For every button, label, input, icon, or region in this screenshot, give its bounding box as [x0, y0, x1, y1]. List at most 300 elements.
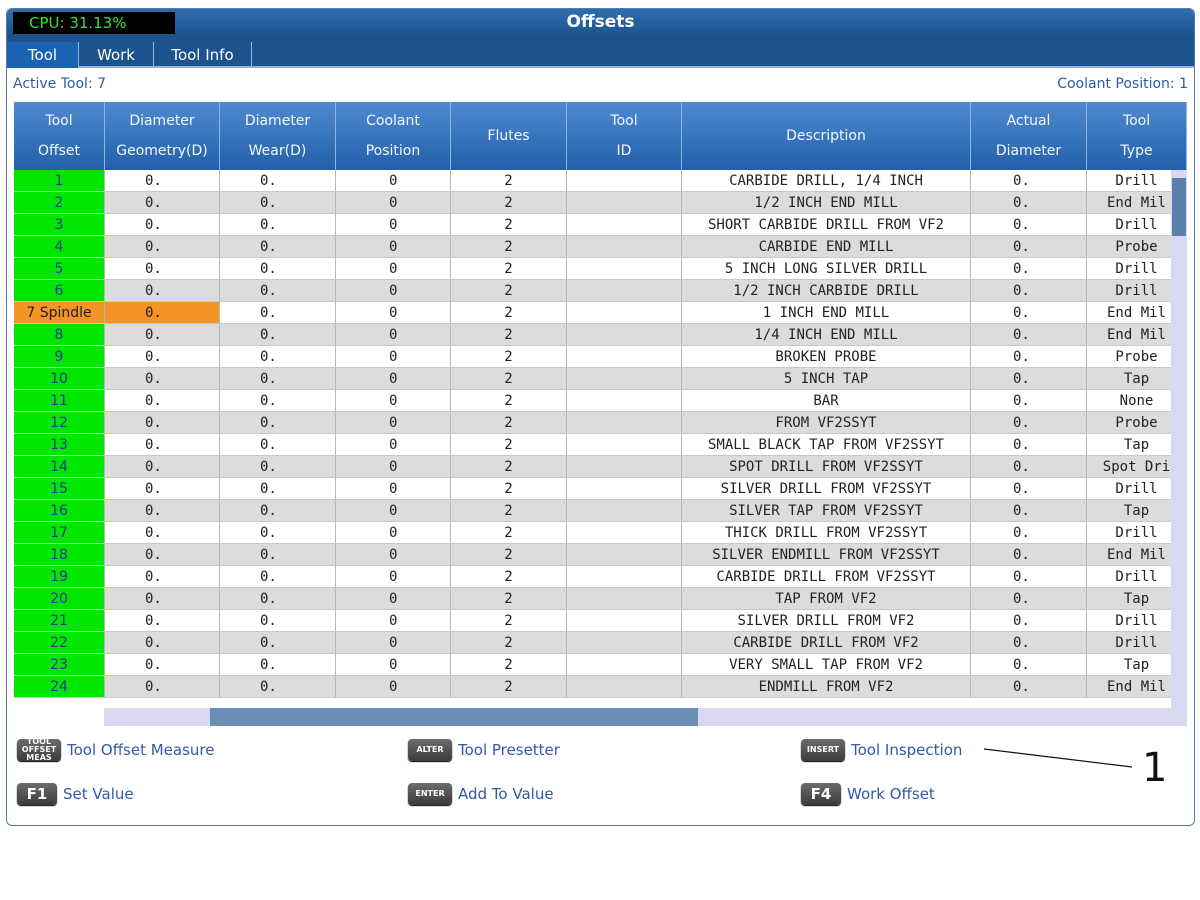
table-cell[interactable]: 2 [451, 170, 567, 192]
table-cell[interactable]: 0 [336, 302, 451, 324]
horizontal-scrollbar-thumb[interactable] [210, 708, 698, 726]
tool-offset-cell[interactable]: 3 [14, 214, 105, 236]
table-cell[interactable]: 0 [336, 676, 451, 698]
table-cell[interactable]: 0 [336, 412, 451, 434]
table-cell[interactable] [567, 258, 682, 280]
table-cell[interactable]: 0. [105, 192, 220, 214]
info-bar [7, 68, 1194, 100]
table-cell[interactable]: End Mil [1087, 302, 1171, 324]
table-cell[interactable]: 0. [971, 456, 1087, 478]
column-header [1087, 102, 1187, 170]
table-row[interactable] [14, 544, 1171, 566]
column-header [567, 102, 682, 170]
table-cell[interactable]: 0. [971, 610, 1087, 632]
table-cell[interactable]: 1 INCH END MILL [682, 302, 971, 324]
table-cell[interactable]: 0 [336, 456, 451, 478]
table-cell[interactable]: 0. [971, 324, 1087, 346]
tool-inspection-label: Tool Inspection [851, 741, 963, 759]
tool-presetter-action[interactable] [408, 739, 560, 761]
enter-key[interactable]: ENTER [408, 783, 452, 805]
table-row[interactable] [14, 500, 1171, 522]
table-cell[interactable]: End Mil [1087, 192, 1171, 214]
table-cell[interactable]: 1/2 INCH END MILL [682, 192, 971, 214]
table-cell[interactable]: 0. [220, 390, 336, 412]
table-cell[interactable] [567, 390, 682, 412]
callout-leader-line [984, 748, 1134, 768]
table-cell[interactable]: BROKEN PROBE [682, 346, 971, 368]
table-row[interactable] [14, 434, 1171, 456]
table-cell[interactable]: 2 [451, 478, 567, 500]
alter-key[interactable]: ALTER [408, 739, 452, 761]
table-cell[interactable]: 0. [105, 258, 220, 280]
column-header [105, 102, 220, 170]
table-cell[interactable] [567, 368, 682, 390]
table-cell[interactable] [567, 236, 682, 258]
table-cell[interactable]: 0 [336, 522, 451, 544]
table-cell[interactable]: 0. [971, 192, 1087, 214]
table-cell[interactable]: 0. [220, 654, 336, 676]
table-cell[interactable]: Tap [1087, 588, 1171, 610]
table-cell[interactable]: 0. [971, 676, 1087, 698]
table-cell[interactable]: 2 [451, 522, 567, 544]
table-row[interactable] [14, 192, 1171, 214]
table-cell[interactable]: 0. [220, 368, 336, 390]
table-cell[interactable] [567, 588, 682, 610]
table-row[interactable] [14, 258, 1171, 280]
table-row[interactable] [14, 236, 1171, 258]
column-header-line: Coolant [366, 113, 420, 129]
table-cell[interactable]: SPOT DRILL FROM VF2SSYT [682, 456, 971, 478]
table-cell[interactable]: 0. [220, 500, 336, 522]
table-cell[interactable]: SMALL BLACK TAP FROM VF2SSYT [682, 434, 971, 456]
table-cell[interactable]: 0 [336, 390, 451, 412]
table-cell[interactable]: 2 [451, 368, 567, 390]
table-cell[interactable]: 0 [336, 632, 451, 654]
window-title: Offsets [566, 12, 635, 32]
offsets-table-body [14, 170, 1171, 708]
horizontal-scrollbar[interactable] [104, 708, 1187, 726]
offsets-window [6, 8, 1195, 826]
table-cell[interactable]: ENDMILL FROM VF2 [682, 676, 971, 698]
table-cell[interactable]: 0 [336, 280, 451, 302]
table-row[interactable] [14, 346, 1171, 368]
table-cell[interactable] [567, 676, 682, 698]
table-cell[interactable]: 0. [220, 522, 336, 544]
table-cell[interactable]: 0. [220, 566, 336, 588]
column-header-line: Tool [610, 113, 638, 129]
tool-offset-cell[interactable]: 5 [14, 258, 105, 280]
table-cell[interactable]: FROM VF2SSYT [682, 412, 971, 434]
tool-offset-cell[interactable]: 24 [14, 676, 105, 698]
tool-offset-cell[interactable]: 17 [14, 522, 105, 544]
table-cell[interactable]: 0. [971, 368, 1087, 390]
table-row[interactable] [14, 280, 1171, 302]
table-cell[interactable] [567, 456, 682, 478]
table-cell[interactable]: 0. [971, 302, 1087, 324]
table-row[interactable] [14, 654, 1171, 676]
tool-offset-cell[interactable]: 12 [14, 412, 105, 434]
table-cell[interactable]: 0. [105, 346, 220, 368]
table-cell[interactable]: 1/2 INCH CARBIDE DRILL [682, 280, 971, 302]
active-tool-label: Active Tool: 7 [13, 76, 107, 92]
table-cell[interactable]: Drill [1087, 478, 1171, 500]
table-cell[interactable]: SHORT CARBIDE DRILL FROM VF2 [682, 214, 971, 236]
table-cell[interactable]: End Mil [1087, 324, 1171, 346]
table-cell[interactable]: Probe [1087, 236, 1171, 258]
table-cell[interactable]: CARBIDE DRILL, 1/4 INCH [682, 170, 971, 192]
tool-offset-cell[interactable]: 20 [14, 588, 105, 610]
table-cell[interactable]: 0. [105, 676, 220, 698]
table-cell[interactable]: Drill [1087, 170, 1171, 192]
table-cell[interactable]: 0. [105, 302, 220, 324]
table-cell[interactable] [567, 302, 682, 324]
table-cell[interactable]: Tap [1087, 500, 1171, 522]
table-cell[interactable]: 0. [220, 302, 336, 324]
table-cell[interactable]: 2 [451, 456, 567, 478]
tool-offset-cell[interactable]: 1 [14, 170, 105, 192]
vertical-scrollbar[interactable] [1171, 170, 1187, 708]
table-cell[interactable]: 0. [220, 456, 336, 478]
table-cell[interactable]: Drill [1087, 632, 1171, 654]
column-header [971, 102, 1087, 170]
table-cell[interactable] [567, 566, 682, 588]
column-header-line: Geometry(D) [116, 143, 208, 159]
table-cell[interactable]: 0. [971, 434, 1087, 456]
table-cell[interactable]: 0. [105, 170, 220, 192]
table-cell[interactable]: Drill [1087, 280, 1171, 302]
tool-offset-cell[interactable]: 19 [14, 566, 105, 588]
table-cell[interactable]: 0. [971, 478, 1087, 500]
table-cell[interactable] [567, 280, 682, 302]
table-cell[interactable]: 0. [220, 324, 336, 346]
table-cell[interactable]: 0. [220, 478, 336, 500]
add-to-value-action[interactable] [408, 783, 554, 805]
table-cell[interactable]: Drill [1087, 522, 1171, 544]
column-header-line: Tool [1122, 113, 1151, 129]
table-cell[interactable]: 0 [336, 566, 451, 588]
tool-offset-cell[interactable]: 2 [14, 192, 105, 214]
f1-key[interactable]: F1 [17, 783, 57, 805]
table-cell[interactable]: 2 [451, 588, 567, 610]
table-cell[interactable]: 2 [451, 544, 567, 566]
table-cell[interactable]: 0. [220, 412, 336, 434]
table-cell[interactable]: 0 [336, 434, 451, 456]
table-cell[interactable]: CARBIDE DRILL FROM VF2SSYT [682, 566, 971, 588]
table-cell[interactable]: 0. [105, 368, 220, 390]
table-row[interactable] [14, 478, 1171, 500]
table-cell[interactable]: 2 [451, 280, 567, 302]
table-cell[interactable]: Drill [1087, 258, 1171, 280]
table-cell[interactable]: 0. [105, 456, 220, 478]
table-cell[interactable] [567, 654, 682, 676]
table-cell[interactable]: 2 [451, 676, 567, 698]
table-row[interactable] [14, 522, 1171, 544]
table-cell[interactable] [567, 170, 682, 192]
table-cell[interactable]: 2 [451, 324, 567, 346]
tool-offset-cell[interactable]: 6 [14, 280, 105, 302]
table-cell[interactable]: 0. [971, 522, 1087, 544]
table-cell[interactable]: 0 [336, 544, 451, 566]
table-cell[interactable]: Tap [1087, 434, 1171, 456]
table-cell[interactable]: 0. [105, 588, 220, 610]
vertical-scrollbar-thumb[interactable] [1172, 178, 1186, 236]
table-cell[interactable]: THICK DRILL FROM VF2SSYT [682, 522, 971, 544]
table-cell[interactable]: 0 [336, 588, 451, 610]
table-cell[interactable]: 0. [971, 632, 1087, 654]
table-cell[interactable]: 0 [336, 654, 451, 676]
table-cell[interactable]: 0 [336, 610, 451, 632]
set-value-action[interactable] [17, 783, 134, 805]
table-cell[interactable]: 0. [220, 280, 336, 302]
table-cell[interactable] [567, 544, 682, 566]
table-cell[interactable]: CARBIDE DRILL FROM VF2 [682, 632, 971, 654]
table-cell[interactable]: 0. [220, 236, 336, 258]
table-cell[interactable]: Tap [1087, 368, 1171, 390]
callout-number: 1 [1142, 745, 1168, 791]
table-row[interactable] [14, 214, 1171, 236]
table-cell[interactable] [567, 632, 682, 654]
table-row[interactable] [14, 632, 1171, 654]
table-cell[interactable]: 0. [105, 434, 220, 456]
insert-key[interactable]: INSERT [801, 739, 845, 761]
tool-offset-cell[interactable]: 9 [14, 346, 105, 368]
table-cell[interactable]: 0. [971, 214, 1087, 236]
work-offset-action[interactable] [801, 783, 935, 805]
table-cell[interactable]: 0. [105, 324, 220, 346]
tool-offset-cell[interactable]: 13 [14, 434, 105, 456]
table-row[interactable] [14, 456, 1171, 478]
tool-offset-cell[interactable]: 16 [14, 500, 105, 522]
table-cell[interactable] [567, 214, 682, 236]
column-header-line: Type [1120, 143, 1153, 159]
tab-tool-info[interactable]: Tool Info [154, 42, 252, 68]
table-cell[interactable]: SILVER DRILL FROM VF2 [682, 610, 971, 632]
tool-offset-cell[interactable]: 11 [14, 390, 105, 412]
column-header [451, 102, 567, 170]
column-header-line: ID [616, 143, 632, 159]
table-cell[interactable]: CARBIDE END MILL [682, 236, 971, 258]
table-cell[interactable]: BAR [682, 390, 971, 412]
table-cell[interactable]: 0. [971, 258, 1087, 280]
table-cell[interactable]: 2 [451, 412, 567, 434]
table-cell[interactable]: 0 [336, 368, 451, 390]
column-header-line: Actual [1006, 113, 1051, 129]
table-cell[interactable] [567, 610, 682, 632]
table-cell[interactable]: 0. [971, 236, 1087, 258]
tool-offset-cell[interactable]: 8 [14, 324, 105, 346]
table-cell[interactable]: 0 [336, 346, 451, 368]
column-header-line: Diameter [129, 113, 195, 129]
table-cell[interactable]: 0. [971, 390, 1087, 412]
tool-offset-cell[interactable]: 14 [14, 456, 105, 478]
work-offset-label: Work Offset [847, 785, 935, 803]
table-cell[interactable]: 0. [971, 412, 1087, 434]
table-cell[interactable]: 2 [451, 654, 567, 676]
table-cell[interactable]: 2 [451, 236, 567, 258]
column-header [336, 102, 451, 170]
table-cell[interactable]: 0. [105, 280, 220, 302]
table-cell[interactable] [567, 324, 682, 346]
table-cell[interactable]: SILVER DRILL FROM VF2SSYT [682, 478, 971, 500]
tool-offset-measure-label: Tool Offset Measure [67, 741, 215, 759]
table-cell[interactable]: 0. [220, 170, 336, 192]
table-cell[interactable]: 0. [971, 654, 1087, 676]
tool-offset-meas-key[interactable]: TOOL OFFSET MEAS [17, 739, 61, 761]
table-cell[interactable]: 0. [105, 214, 220, 236]
table-cell[interactable]: 0. [105, 610, 220, 632]
table-cell[interactable]: SILVER TAP FROM VF2SSYT [682, 500, 971, 522]
column-header-line: Diameter [244, 113, 311, 129]
table-cell[interactable]: 0. [220, 258, 336, 280]
table-cell[interactable] [567, 500, 682, 522]
table-cell[interactable]: 0. [971, 170, 1087, 192]
tool-offset-cell[interactable]: 10 [14, 368, 105, 390]
table-cell[interactable]: 0 [336, 214, 451, 236]
column-header-line: Description [786, 128, 866, 144]
table-cell[interactable]: 0. [220, 214, 336, 236]
column-header [682, 102, 971, 170]
table-cell[interactable]: 2 [451, 346, 567, 368]
table-cell[interactable]: 0. [220, 588, 336, 610]
table-cell[interactable]: 0. [971, 544, 1087, 566]
table-cell[interactable]: 0. [220, 346, 336, 368]
table-cell[interactable]: 0 [336, 324, 451, 346]
tool-presetter-label: Tool Presetter [458, 741, 560, 759]
table-cell[interactable]: 2 [451, 500, 567, 522]
table-row[interactable] [14, 170, 1171, 192]
table-cell[interactable] [567, 192, 682, 214]
cpu-readout: CPU: 31.13% [13, 12, 175, 34]
table-cell[interactable]: Spot Dri [1087, 456, 1171, 478]
table-row[interactable] [14, 588, 1171, 610]
title-bar [7, 9, 1194, 36]
table-cell[interactable]: 2 [451, 214, 567, 236]
tool-offset-cell[interactable]: 7 Spindle [14, 302, 105, 324]
tab-work[interactable]: Work [79, 42, 154, 68]
table-cell[interactable]: Drill [1087, 566, 1171, 588]
table-cell[interactable]: 2 [451, 258, 567, 280]
table-cell[interactable] [567, 346, 682, 368]
table-row[interactable] [14, 566, 1171, 588]
table-cell[interactable]: Drill [1087, 610, 1171, 632]
table-row[interactable] [14, 676, 1171, 698]
table-cell[interactable]: 0. [971, 500, 1087, 522]
table-cell[interactable]: 0. [220, 192, 336, 214]
table-cell[interactable]: 0. [105, 632, 220, 654]
table-header [14, 102, 1187, 170]
table-cell[interactable]: 0. [105, 236, 220, 258]
table-row[interactable] [14, 390, 1171, 412]
table-row[interactable] [14, 610, 1171, 632]
column-header-line: Offset [37, 143, 81, 159]
table-cell[interactable]: 0. [105, 412, 220, 434]
tool-offset-cell[interactable]: 22 [14, 632, 105, 654]
table-cell[interactable]: End Mil [1087, 676, 1171, 698]
tool-inspection-action[interactable] [801, 739, 962, 761]
table-cell[interactable]: 0. [220, 434, 336, 456]
tool-offset-cell[interactable]: 4 [14, 236, 105, 258]
table-cell[interactable]: Probe [1087, 412, 1171, 434]
column-header [220, 102, 336, 170]
table-cell[interactable]: 2 [451, 610, 567, 632]
table-row[interactable] [14, 302, 1171, 324]
table-cell[interactable]: 2 [451, 302, 567, 324]
tab-bar [7, 36, 1194, 68]
table-cell[interactable]: 2 [451, 192, 567, 214]
table-cell[interactable]: Drill [1087, 214, 1171, 236]
table-cell[interactable]: 0. [105, 390, 220, 412]
table-cell[interactable]: 0 [336, 192, 451, 214]
table-cell[interactable]: 0. [105, 500, 220, 522]
table-cell[interactable]: Tap [1087, 654, 1171, 676]
table-cell[interactable]: 0. [105, 566, 220, 588]
table-cell[interactable]: 0. [220, 676, 336, 698]
table-cell[interactable]: 0. [105, 522, 220, 544]
f4-key[interactable]: F4 [801, 783, 841, 805]
table-cell[interactable]: 5 INCH TAP [682, 368, 971, 390]
table-cell[interactable]: VERY SMALL TAP FROM VF2 [682, 654, 971, 676]
column-header-line: Diameter [995, 143, 1062, 159]
table-row[interactable] [14, 368, 1171, 390]
table-cell[interactable]: 0 [336, 478, 451, 500]
set-value-label: Set Value [63, 785, 134, 803]
table-cell[interactable]: 0. [971, 566, 1087, 588]
table-cell[interactable] [567, 434, 682, 456]
table-row[interactable] [14, 324, 1171, 346]
table-cell[interactable]: Probe [1087, 346, 1171, 368]
table-cell[interactable]: SILVER ENDMILL FROM VF2SSYT [682, 544, 971, 566]
table-cell[interactable]: 0. [105, 544, 220, 566]
table-cell[interactable]: 0. [105, 478, 220, 500]
tool-offset-cell[interactable]: 23 [14, 654, 105, 676]
tool-offset-measure-action[interactable] [17, 739, 215, 761]
table-cell[interactable]: 0. [971, 346, 1087, 368]
table-cell[interactable]: 0. [220, 610, 336, 632]
table-cell[interactable] [567, 478, 682, 500]
coolant-position-label: Coolant Position: 1 [1057, 76, 1188, 92]
tab-tool[interactable]: Tool [7, 42, 79, 68]
table-cell[interactable]: None [1087, 390, 1171, 412]
table-cell[interactable]: 0 [336, 236, 451, 258]
table-cell[interactable]: 5 INCH LONG SILVER DRILL [682, 258, 971, 280]
table-cell[interactable]: 1/4 INCH END MILL [682, 324, 971, 346]
table-cell[interactable]: 0. [971, 588, 1087, 610]
column-header-line: Position [365, 143, 421, 159]
table-cell[interactable]: 0. [220, 544, 336, 566]
table-row[interactable] [14, 412, 1171, 434]
table-cell[interactable]: 0 [336, 258, 451, 280]
table-cell[interactable]: 0. [105, 654, 220, 676]
table-cell[interactable] [567, 522, 682, 544]
tool-offset-cell[interactable]: 21 [14, 610, 105, 632]
tool-offset-cell[interactable]: 18 [14, 544, 105, 566]
column-header-line: Tool [45, 113, 73, 129]
table-cell[interactable]: 2 [451, 390, 567, 412]
table-cell[interactable]: 2 [451, 632, 567, 654]
table-cell[interactable]: 2 [451, 434, 567, 456]
table-cell[interactable]: TAP FROM VF2 [682, 588, 971, 610]
table-cell[interactable]: 2 [451, 566, 567, 588]
hscroll-spacer [14, 708, 104, 726]
tool-offset-cell[interactable]: 15 [14, 478, 105, 500]
table-cell[interactable]: 0 [336, 500, 451, 522]
table-cell[interactable]: End Mil [1087, 544, 1171, 566]
table-cell[interactable] [567, 412, 682, 434]
table-cell[interactable]: 0. [220, 632, 336, 654]
column-header-line: Wear(D) [248, 143, 307, 159]
table-cell[interactable]: 0. [971, 280, 1087, 302]
table-cell[interactable]: 0 [336, 170, 451, 192]
